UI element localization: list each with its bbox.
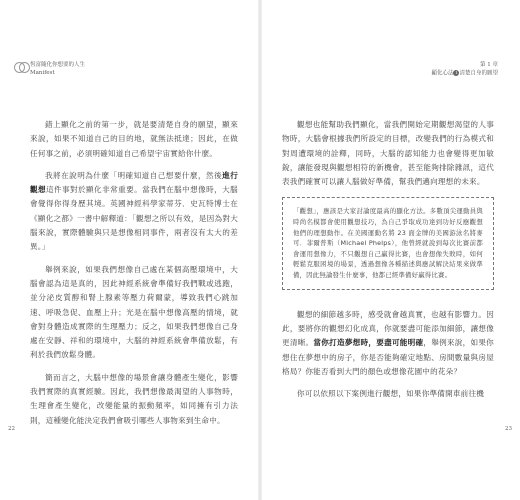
paragraph [282, 118, 494, 189]
left-body-text [30, 118, 238, 436]
page-number-left: 22 [8, 426, 15, 432]
book-subtitle: Manifest [30, 69, 55, 76]
book-logo-icon [14, 62, 28, 74]
right-body-bottom [282, 308, 494, 402]
book-title: 恆富隨化你想要的人生 [30, 62, 86, 68]
chapter-number-badge: 1 [455, 69, 458, 75]
chapter-subtitle: 顯化心法 1 清楚自身的願望 [431, 69, 498, 76]
callout-box: 「觀想」，應該是大家討論度最高的顯化方法。多數頂尖運動員與時尚名模都會使用觀想技巧，為自己爭取成功達到功好反應觀想他們的理想動作。在美國運動名將 23 面金牌的美國游泳名將麥可．菲爾普斯（Michael Phelps），他曾經就說到每次比賽前都會運用想像力，不只觀想自己贏得比賽，也會想像失敗時，如何輕鬆克服困境的場景，透過想像各種描述與應試解決結果來做準備，因此無論發生什麼事，他都已經準備好贏得比賽。 [282, 197, 494, 289]
paragraph-text: ，舉例來說，如果你想住在夢想中的房子，你是否能夠確定地點、房間數量與房屋格局？你能否看到大門的顏色或想像花園中的花朵？ [282, 338, 494, 376]
paragraph-text: 觀想也能幫助我們顯化，當我們開始定期觀想渴望的人事物時，大腦會根據我們所設定的目標，改變我們的行為模式和對周遭環境的詮釋，同時，大腦的認知能力也會變得更加敏銳，讓能發現與觀想相符的新機會，甚至能夠排除雜訊，這代表我們確實可以讓人腦做好準備，幫我們邁向理想的未來。 [282, 120, 494, 187]
chapter-label: 第 1 章 [480, 62, 498, 68]
paragraph [282, 387, 494, 401]
emphasis-text: 當你打造夢想時，要盡可能明確 [313, 338, 424, 348]
paragraph [30, 371, 238, 428]
page-number-right: 23 [505, 426, 512, 432]
paragraph-text: 簡而言之，大腦中想像的場景會讓身體產生變化，影響我們實際的真實經驗。因此，我們想像最渴望的人事物時，生理會產生變化，改變能量的振動頻率，如同擁有引力法則，這種變化能決定我們會吸引哪些人事物來到生命中。 [30, 372, 238, 425]
right-page [260, 0, 520, 500]
paragraph [30, 118, 238, 161]
emphasis-text: 進行觀想 [30, 170, 238, 195]
paragraph-text: 這件事對於顯化非常重要。當我們在腦中想像時，大腦會覺得你得身歷其境。英國神經科學家蒂芬．史瓦特博士在《顯化之都》一書中解釋道：「觀想之所以有效，是因為對大腦來說，實際體驗與只是想像相同事件，兩者沒有太大的差異。」 [30, 185, 238, 252]
paragraph [30, 169, 238, 255]
running-header-right [431, 62, 498, 78]
paragraph [30, 263, 238, 363]
right-body-text [282, 118, 494, 409]
paragraph-text: 我將在說明為什麼「明確知道自己想要什麼，然後 [45, 170, 223, 180]
paragraph-text: 錯上顯化之前的第一步，就是要清楚自身的願望，顯來來說，如果不知道自己的目的地，就無法抵達；因此，在做任何事之前，必須明確知道自己希望宇宙實給你什麼。 [30, 120, 238, 158]
paragraph-text: 觀想的細節越多時，感受就會越真實，也越有影響力。因此，要將你的觀想幻化成真，你就要盡可能添加細節，讓想像更清晰。 [282, 309, 494, 348]
running-header-left [30, 62, 85, 77]
paragraph-text: 舉例來說，如果我們想像自己處在某個高壓環境中，大腦會認為這是真的，因此神經系統會準備好我們戰或逃跑，並分泌皮質醇和腎上腺素等壓力荷爾蒙，導致我們心跳加速、呼吸急促、血壓上升；光是在腦中想像高壓的情境，就會對身體造成實際的生理壓力；反之，如果我們想像自己身處在安靜、祥和的環境中，大腦的神經系統會準備放鬆，有利於我們放鬆身體。 [30, 264, 238, 360]
right-body-top [282, 118, 494, 189]
paragraph [282, 308, 494, 379]
paragraph-text: 你可以依照以下案例進行觀想，如果你準備開車前往機 [297, 389, 485, 399]
